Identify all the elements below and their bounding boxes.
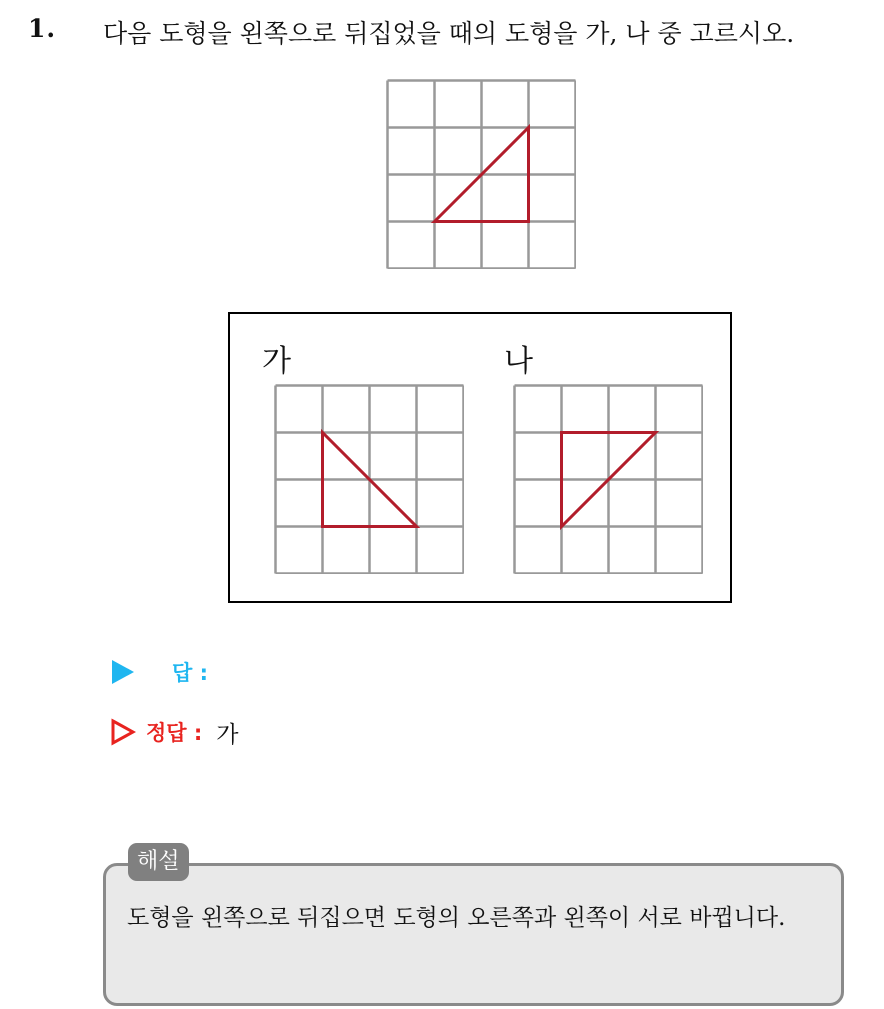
explanation-text: 도형을 왼쪽으로 뒤집으면 도형의 오른쪽과 왼쪽이 서로 바뀝니다. — [127, 905, 786, 931]
filled-triangle-icon — [110, 658, 136, 686]
correct-answer-row — [110, 716, 239, 748]
explanation-tab: 해설 — [128, 843, 189, 881]
question-number: 1. — [28, 14, 57, 43]
original-figure — [386, 79, 576, 269]
option-figure-na[interactable] — [513, 384, 703, 574]
answer-row — [110, 656, 222, 688]
correct-answer-label: 정답 : — [146, 721, 203, 745]
outline-triangle-icon — [110, 718, 136, 746]
correct-answer-value: 가 — [216, 721, 239, 748]
option-label-ga: 가 — [262, 344, 291, 379]
option-label-na: 나 — [504, 344, 533, 379]
option-figure-ga[interactable] — [274, 384, 464, 574]
answer-label: 답 : — [172, 661, 208, 685]
question-text: 다음 도형을 왼쪽으로 뒤집었을 때의 도형을 가, 나 중 고르시오. — [103, 19, 795, 48]
